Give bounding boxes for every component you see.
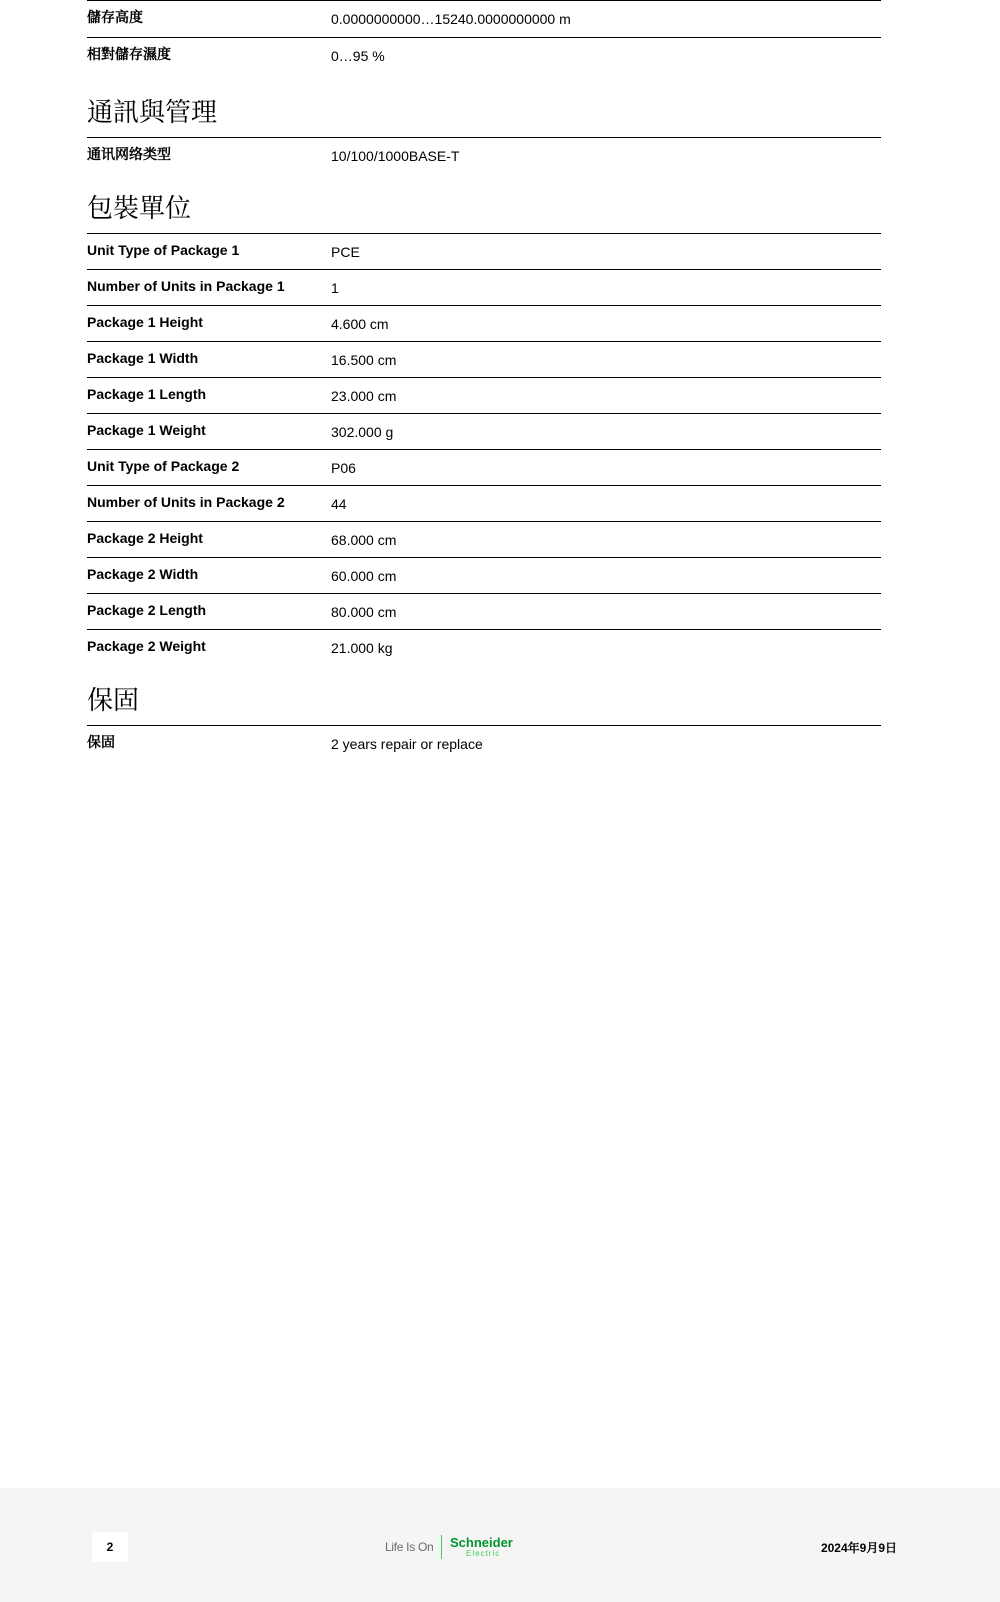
spec-label: 儲存高度 [87, 9, 143, 25]
spec-label: Package 2 Width [87, 566, 199, 582]
section-heading: 通訊與管理 [87, 98, 218, 128]
section-communication [87, 97, 881, 173]
spec-label: Package 1 Weight [87, 422, 206, 438]
spec-label: Unit Type of Package 2 [87, 458, 240, 474]
spec-label: Package 2 Length [87, 602, 207, 618]
spec-value: PCE [331, 244, 360, 260]
spec-value: 80.000 cm [331, 604, 397, 620]
spec-value: 16.500 cm [331, 352, 397, 368]
document-date: 2024年9月9日 [820, 1540, 897, 1555]
spec-value: 60.000 cm [331, 568, 397, 584]
brand-divider [441, 1535, 442, 1559]
datasheet-page [87, 0, 881, 761]
spec-value: 10/100/1000BASE-T [331, 148, 460, 164]
spec-row [87, 37, 881, 73]
spec-label: 相對儲存濕度 [87, 46, 171, 62]
spec-value: 0.0000000000…15240.0000000000 m [331, 11, 571, 27]
section-heading: 保固 [87, 686, 140, 716]
spec-row [87, 725, 881, 761]
spec-row [87, 305, 881, 341]
section-heading: 包裝單位 [87, 194, 192, 224]
spec-value: 2 years repair or replace [331, 736, 483, 752]
spec-value: 1 [331, 280, 339, 296]
spec-row [87, 485, 881, 521]
section-packaging [87, 193, 881, 665]
spec-label: Number of Units in Package 2 [87, 494, 285, 510]
spec-row [87, 629, 881, 665]
spec-row [87, 521, 881, 557]
spec-row [87, 137, 881, 173]
brand-name: Schneider [450, 1535, 514, 1550]
spec-label: Package 1 Length [87, 386, 207, 402]
spec-label: 通讯网络类型 [87, 146, 171, 162]
spec-value: 4.600 cm [331, 316, 389, 332]
spec-value: 68.000 cm [331, 532, 397, 548]
spec-label: 保固 [87, 734, 115, 750]
spec-label: Package 1 Width [87, 350, 199, 366]
spec-label: Unit Type of Package 1 [87, 242, 240, 258]
spec-row [87, 0, 881, 37]
schneider-electric-logo-icon [450, 1534, 522, 1560]
life-is-on-tagline: Life Is On [385, 1540, 434, 1554]
spec-row [87, 593, 881, 629]
spec-row [87, 341, 881, 377]
spec-table-top [87, 0, 881, 73]
spec-row [87, 449, 881, 485]
page-number: 2 [92, 1532, 128, 1562]
spec-value: 302.000 g [331, 424, 394, 440]
spec-label: Package 1 Height [87, 314, 203, 330]
page-footer [0, 1488, 1000, 1602]
spec-row [87, 557, 881, 593]
spec-value: 21.000 kg [331, 640, 393, 656]
brand-logo [385, 1532, 522, 1562]
spec-label: Package 2 Height [87, 530, 203, 546]
spec-row [87, 377, 881, 413]
spec-value: 23.000 cm [331, 388, 397, 404]
spec-label: Package 2 Weight [87, 638, 206, 654]
brand-sub: Electric [466, 1549, 501, 1558]
spec-row [87, 413, 881, 449]
spec-label: Number of Units in Package 1 [87, 278, 285, 294]
spec-row [87, 233, 881, 269]
spec-value: 44 [331, 496, 347, 512]
spec-row [87, 269, 881, 305]
section-warranty [87, 685, 881, 761]
spec-value: P06 [331, 460, 356, 476]
spec-value: 0…95 % [331, 48, 385, 64]
